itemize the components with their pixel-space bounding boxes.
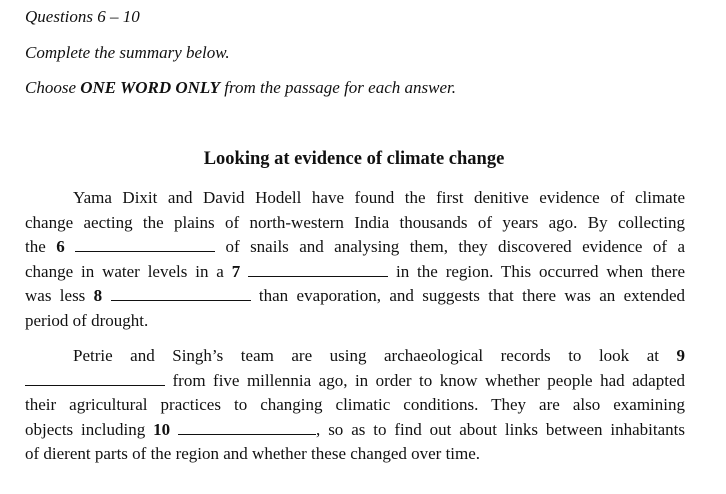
- paragraph-line: [25, 418, 685, 443]
- paragraph-line: [25, 260, 685, 285]
- questions-heading: Questions 6 – 10: [25, 7, 140, 26]
- line-text: than evaporation, and suggests that there was an extended: [250, 286, 685, 306]
- line-text: from five millennia ago, in order to know whether people had adapted: [165, 370, 685, 390]
- instruction-choose: [25, 77, 456, 99]
- paragraph-line: their agricultural practices to changing climatic conditions. They are also examining: [25, 395, 685, 415]
- question-number-6: 6: [56, 237, 65, 257]
- paragraph-line: [25, 235, 685, 260]
- question-number-7: 7: [231, 261, 241, 281]
- instruction-complete: Complete the summary below.: [25, 43, 230, 62]
- line-text: Petrie and Singh’s team are using archaeological records to look at: [73, 346, 677, 365]
- line-text: , so as to find out about links between inhabitants: [316, 419, 685, 439]
- question-number-9: 9: [676, 346, 685, 365]
- paragraph-line: period of drought.: [25, 310, 149, 330]
- line-text: the: [25, 237, 57, 257]
- answer-blank-7[interactable]: [248, 260, 388, 277]
- instruction-choose-bold: ONE WORD ONLY: [80, 78, 221, 97]
- paragraph-line: [25, 344, 685, 369]
- answer-blank-9[interactable]: [25, 369, 165, 386]
- instruction-choose-post: from the passage for each answer.: [220, 78, 456, 97]
- line-text: change in water levels in a: [25, 261, 232, 281]
- paragraph-line: [25, 369, 685, 394]
- question-number-8: 8: [93, 286, 103, 306]
- answer-blank-10[interactable]: [178, 418, 316, 435]
- answer-blank-8[interactable]: [111, 284, 251, 301]
- line-text: of snails and analysing them, they discovered evidence of a: [215, 237, 685, 257]
- paragraph-line: [25, 284, 685, 309]
- line-text: in the region. This occurred when there: [388, 261, 686, 281]
- paragraph-line: of dierent parts of the region and whether these changed over time.: [25, 444, 481, 464]
- line-text: objects including: [25, 419, 154, 439]
- paragraph-line: Yama Dixit and David Hodell have found the first denitive evidence of climate: [73, 188, 685, 207]
- instruction-choose-pre: Choose: [25, 78, 81, 97]
- summary-paragraph-2: [25, 344, 685, 467]
- summary-paragraph-1: [25, 186, 685, 334]
- summary-title: Looking at evidence of climate change: [203, 149, 505, 169]
- answer-blank-6[interactable]: [75, 235, 215, 252]
- question-number-10: 10: [153, 419, 171, 439]
- paragraph-line: change aecting the plains of north-western India thousands of years ago. By collecting: [25, 212, 685, 232]
- line-text: was less: [25, 286, 94, 306]
